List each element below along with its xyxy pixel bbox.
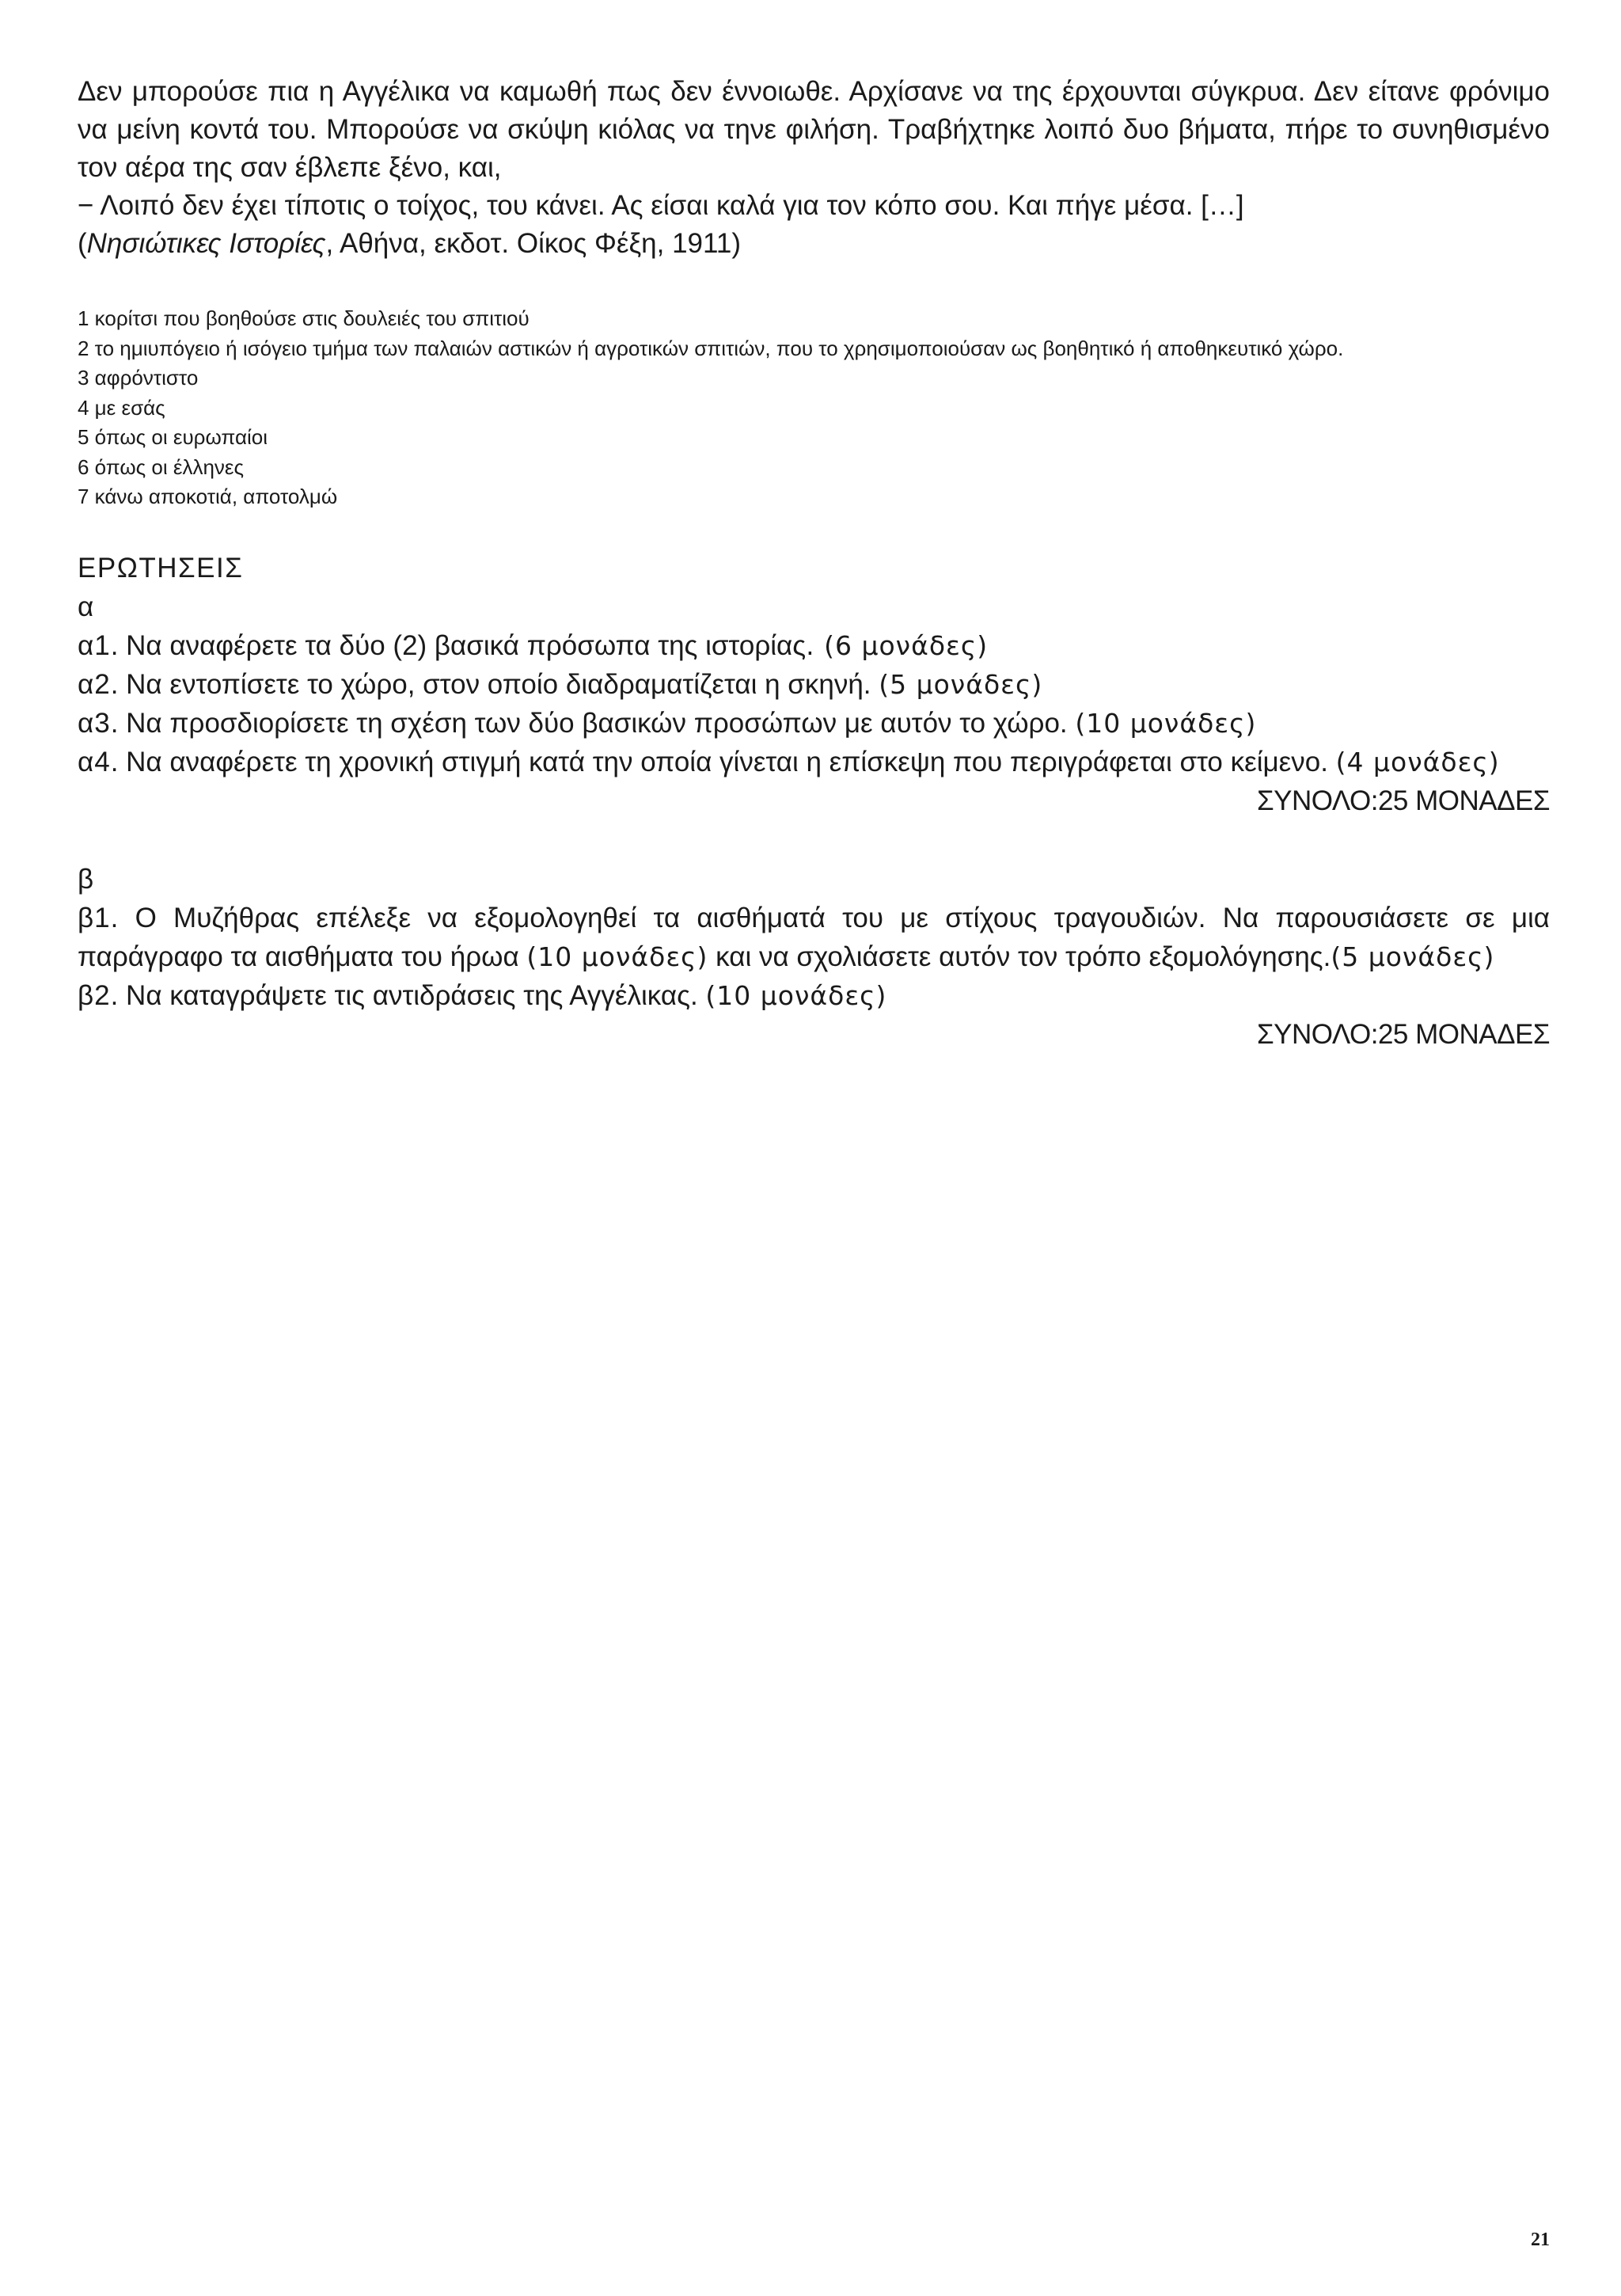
question-a1 [78, 626, 1550, 665]
footnotes [78, 304, 1550, 512]
section-a-letter: α [78, 591, 94, 622]
questions-heading: ΕΡΩΤΗΣΕΙΣ [78, 552, 244, 584]
question-text: . Να εντοπίσετε το χώρο, στον οποίο διαδραματίζεται η σκηνή. [110, 668, 879, 700]
footnote: 3 αφρόντιστο [78, 366, 199, 390]
question-text: . Ο Μυζήθρας επέλεξε να εξομολογηθεί τα αισθήματά του με στίχους τραγουδιών. Να παρουσιάσετε σε μια παράγραφο τα αισθήματα του ήρωα [78, 902, 1550, 972]
question-points: (5 μονάδες) [1331, 941, 1495, 972]
section-a [78, 587, 1550, 820]
question-a3 [78, 704, 1550, 743]
question-points: (4 μονάδες) [1335, 746, 1500, 777]
question-points: . (6 μονάδες) [806, 629, 989, 661]
question-points: (10 μονάδες) [1075, 707, 1257, 739]
footnote: 6 όπως οι έλληνες [78, 454, 245, 479]
footnote: 4 με εσάς [78, 395, 165, 420]
footnote: 5 όπως οι ευρωπαίοι [78, 425, 268, 449]
footnote: 2 το ημιυπόγειο ή ισόγειο τμήμα των παλαιών αστικών ή αγροτικών σπιτιών, που το χρησιμοποιούσαν ως βοηθητικό ή αποθηκευτικό χώρο. [78, 336, 1344, 360]
passage-paragraph: Δεν μπορούσε πια η Αγγέλικα να καμωθή πως δεν έννοιωθε. Αρχίσανε να της έρχουνται σύγκρυα. Δεν είτανε φρόνιμο να μείνη κοντά του. Μπορούσε να σκύψη κιόλας να τηνε φιλήση. Τραβήχτηκε λοιπό δυο βήματα, πήρε το συνηθισμένο τον αέρα της σαν έβλεπε ξένο, και, [78, 76, 1550, 183]
question-number: α3 [78, 707, 111, 739]
question-b2 [78, 976, 1550, 1015]
section-a-total: ΣΥΝΟΛΟ:25 ΜΟΝΑΔΕΣ [1257, 785, 1550, 816]
question-text: . Να προσδιορίσετε τη σχέση των δύο βασικών προσώπων με αυτόν το χώρο. [110, 707, 1076, 739]
section-spacer [78, 820, 1550, 860]
question-number: α2 [78, 668, 111, 700]
passage-source [78, 225, 1550, 263]
question-text: . Να αναφέρετε τα δύο (2) βασικά πρόσωπα της ιστορίας [110, 629, 807, 661]
question-points: (10 μονάδες) [705, 979, 887, 1011]
question-text: . Να αναφέρετε τη χρονική στιγμή κατά την οποία γίνεται η επίσκεψη που περιγράφεται στο κείμενο. [110, 746, 1336, 777]
question-b1 [78, 899, 1550, 976]
document-page [78, 73, 1550, 1054]
footnote: 7 κάνω αποκοτιά, αποτολμώ [78, 485, 338, 508]
question-a2 [78, 665, 1550, 704]
question-number: α4 [78, 746, 111, 777]
page-number: 21 [1531, 2229, 1550, 2250]
section-b-total: ΣΥΝΟΛΟ:25 ΜΟΝΑΔΕΣ [1257, 1018, 1550, 1050]
question-number: β2 [78, 979, 111, 1011]
section-b-letter: β [78, 863, 94, 895]
source-details: , Αθήνα, εκδοτ. Οίκος Φέξη, 1911) [325, 228, 742, 259]
passage-excerpt [78, 73, 1550, 225]
question-text-continued: και να σχολιάσετε αυτόν τον τρόπο εξομολόγησης. [708, 941, 1331, 972]
question-text: . Να καταγράψετε τις αντιδράσεις της Αγγέλικας. [110, 979, 706, 1011]
source-title: Νησιώτικες Ιστορίες [86, 228, 326, 259]
passage-dialogue-line: − Λοιπό δεν έχει τίποτις ο τοίχος, του κάνει. Ας είσαι καλά για τον κόπο σου. Και πήγε μέσα. […] [78, 190, 1244, 221]
question-points: (10 μονάδες) [526, 941, 708, 972]
footnote: 1 κορίτσι που βοηθούσε στις δουλειές του σπιτιού [78, 306, 530, 330]
source-open-paren: ( [78, 228, 87, 259]
question-points: (5 μονάδες) [879, 668, 1043, 700]
question-number: β1 [78, 902, 111, 933]
question-a4 [78, 743, 1550, 781]
section-b [78, 860, 1550, 1054]
question-number: α1 [78, 629, 111, 661]
